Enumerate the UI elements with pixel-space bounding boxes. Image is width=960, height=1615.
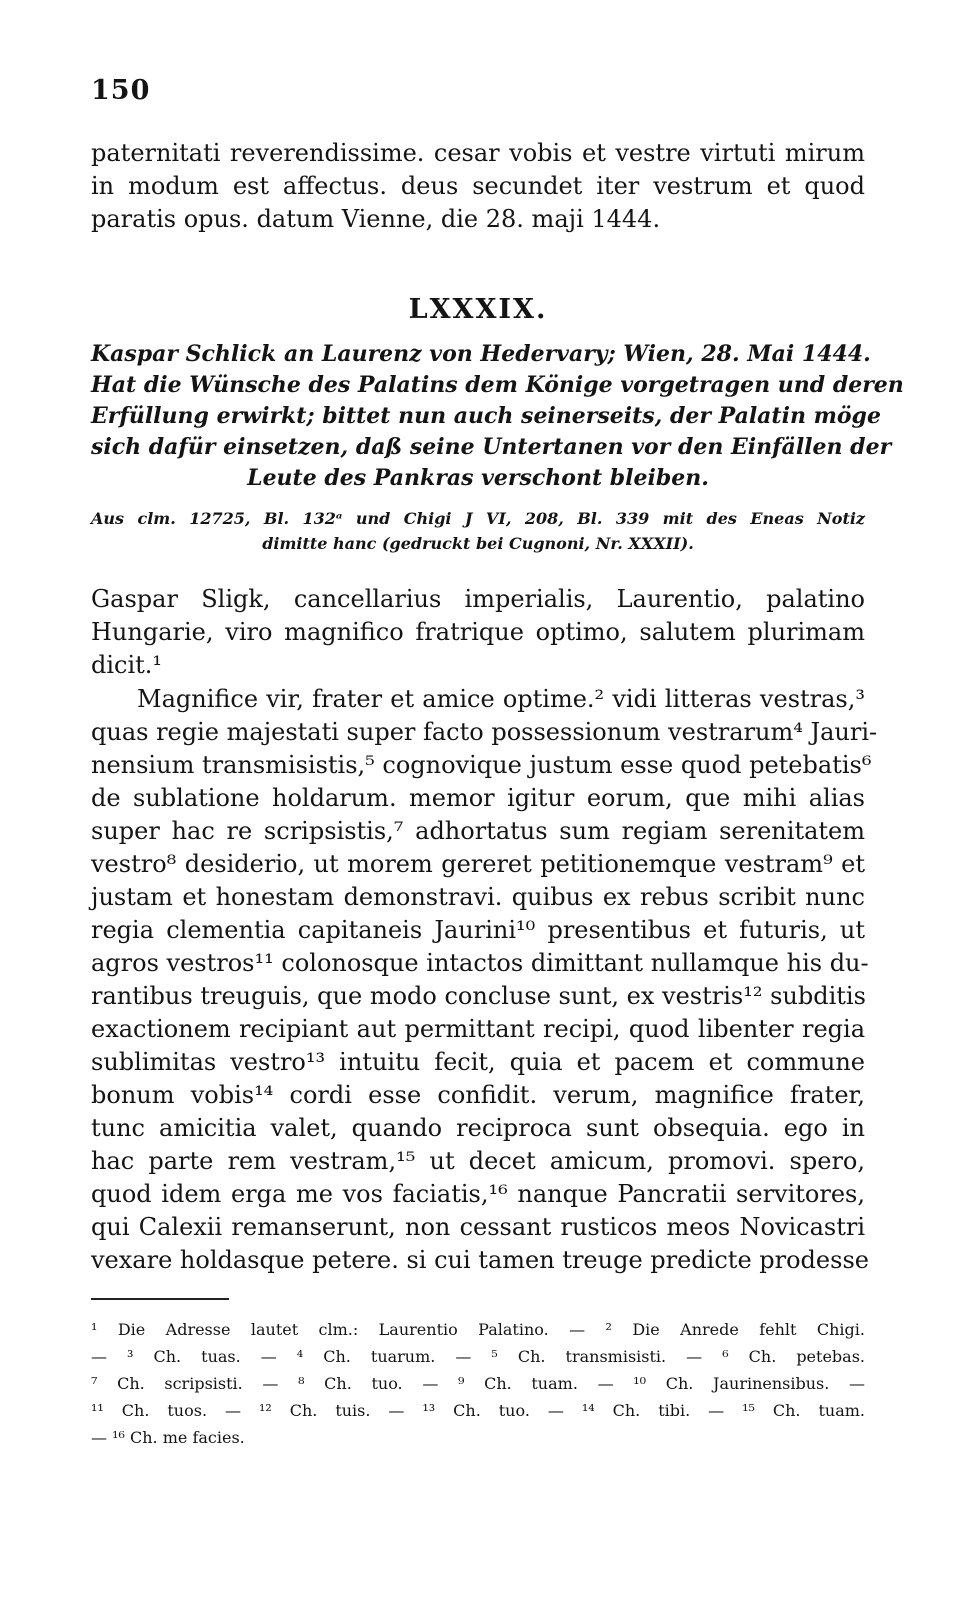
summary-line: Hat die Wünsche des Palatins dem Könige vorgetragen und deren bbox=[91, 372, 904, 398]
footnote-line: ¹ Die Adresse lautet clm.: Laurentio Palatino. — ² Die Anrede fehlt Chigi. bbox=[91, 1320, 865, 1339]
text-line: quod idem erga me vos faciatis,¹⁶ nanque Pancratii servitores, bbox=[91, 1180, 865, 1208]
text-line: de sublatione holdarum. memor igitur eorum, que mihi alias bbox=[91, 784, 865, 812]
text-line: nensium transmisistis,⁵ cognovique justum esse quod petebatis⁶ bbox=[91, 751, 872, 779]
text-line: dicit.¹ bbox=[91, 651, 163, 679]
text-line: regia clementia capitaneis Jaurini¹⁰ presentibus et futuris, ut bbox=[91, 916, 865, 944]
footnote-line: ⁷ Ch. scripsisti. — ⁸ Ch. tuo. — ⁹ Ch. tuam. — ¹⁰ Ch. Jaurinensibus. — bbox=[91, 1374, 865, 1393]
text-line: Magnifice vir, frater et amice optime.² vidi litteras vestras,³ bbox=[137, 685, 865, 713]
summary-line: Leute des Pankras verschont bleiben. bbox=[247, 465, 709, 491]
summary-line: sich dafür einsetzen, daß seine Untertanen vor den Einfällen der bbox=[91, 434, 892, 460]
footnote-line: — ³ Ch. tuas. — ⁴ Ch. tuarum. — ⁵ Ch. transmisisti. — ⁶ Ch. petebas. bbox=[91, 1347, 865, 1366]
text-line: agros vestros¹¹ colonosque intactos dimittant nullamque his du- bbox=[91, 949, 869, 977]
text-line: vestro⁸ desiderio, ut morem gereret petitionemque vestram⁹ et bbox=[91, 850, 865, 878]
source-note bbox=[91, 506, 865, 556]
summary-line: Erfüllung erwirkt; bittet nun auch seinerseits, der Palatin möge bbox=[91, 403, 881, 429]
text-line: vexare holdasque petere. si cui tamen treuge predicte prodesse bbox=[91, 1246, 869, 1274]
text-line: hac parte rem vestram,¹⁵ ut decet amicum, promovi. spero, bbox=[91, 1147, 865, 1175]
source-line: dimitte hanc (gedruckt bei Cugnoni, Nr. XXXII). bbox=[262, 534, 694, 553]
text-line: exactionem recipiant aut permittant recipi, quod libenter regia bbox=[91, 1015, 865, 1043]
text-line: sublimitas vestro¹³ intuitu fecit, quia et pacem et commune bbox=[91, 1048, 865, 1076]
text-line: Hungarie, viro magnifico fratrique optimo, salutem plurimam bbox=[91, 618, 865, 646]
footnote-line: — ¹⁶ Ch. me facies. bbox=[91, 1428, 245, 1447]
footnote-divider bbox=[91, 1298, 229, 1300]
text-line: super hac re scripsistis,⁷ adhortatus sum regiam serenitatem bbox=[91, 817, 865, 845]
summary-line: Kaspar Schlick an Laurenz von Hedervary; Wien, 28. Mai 1444. bbox=[91, 341, 871, 367]
page-number: 150 bbox=[91, 75, 151, 106]
text-line: Gaspar Sligk, cancellarius imperialis, Laurentio, palatino bbox=[91, 585, 865, 613]
footnote-line: ¹¹ Ch. tuos. — ¹² Ch. tuis. — ¹³ Ch. tuo. — ¹⁴ Ch. tibi. — ¹⁵ Ch. tuam. bbox=[91, 1401, 865, 1420]
footnotes bbox=[91, 1316, 865, 1451]
text-line: paratis opus. datum Vienne, die 28. maji 1444. bbox=[91, 205, 661, 233]
text-line: qui Calexii remanserunt, non cessant rusticos meos Novicastri bbox=[91, 1213, 865, 1241]
text-line: bonum vobis¹⁴ cordi esse confidit. verum, magnifice frater, bbox=[91, 1081, 865, 1109]
text-line: justam et honestam demonstravi. quibus ex rebus scribit nunc bbox=[91, 883, 865, 911]
text-line: quas regie majestati super facto possessionum vestrarum⁴ Jauri- bbox=[91, 718, 878, 746]
source-line: Aus clm. 12725, Bl. 132ᵃ und Chigi J VI, 208, Bl. 339 mit des Eneas Notiz bbox=[91, 509, 865, 528]
text-line: paternitati reverendissime. cesar vobis et vestre virtuti mirum bbox=[91, 139, 865, 167]
salutation bbox=[91, 583, 865, 682]
text-line: in modum est affectus. deus secundet iter vestrum et quod bbox=[91, 172, 865, 200]
letter-body bbox=[91, 683, 878, 1277]
letter-summary bbox=[91, 339, 904, 494]
opening-paragraph bbox=[91, 137, 865, 236]
letter-number: LXXXIX. bbox=[408, 294, 548, 325]
text-line: tunc amicitia valet, quando reciproca sunt obsequia. ego in bbox=[91, 1114, 865, 1142]
text-line: rantibus treuguis, que modo concluse sunt, ex vestris¹² subditis bbox=[91, 982, 866, 1010]
